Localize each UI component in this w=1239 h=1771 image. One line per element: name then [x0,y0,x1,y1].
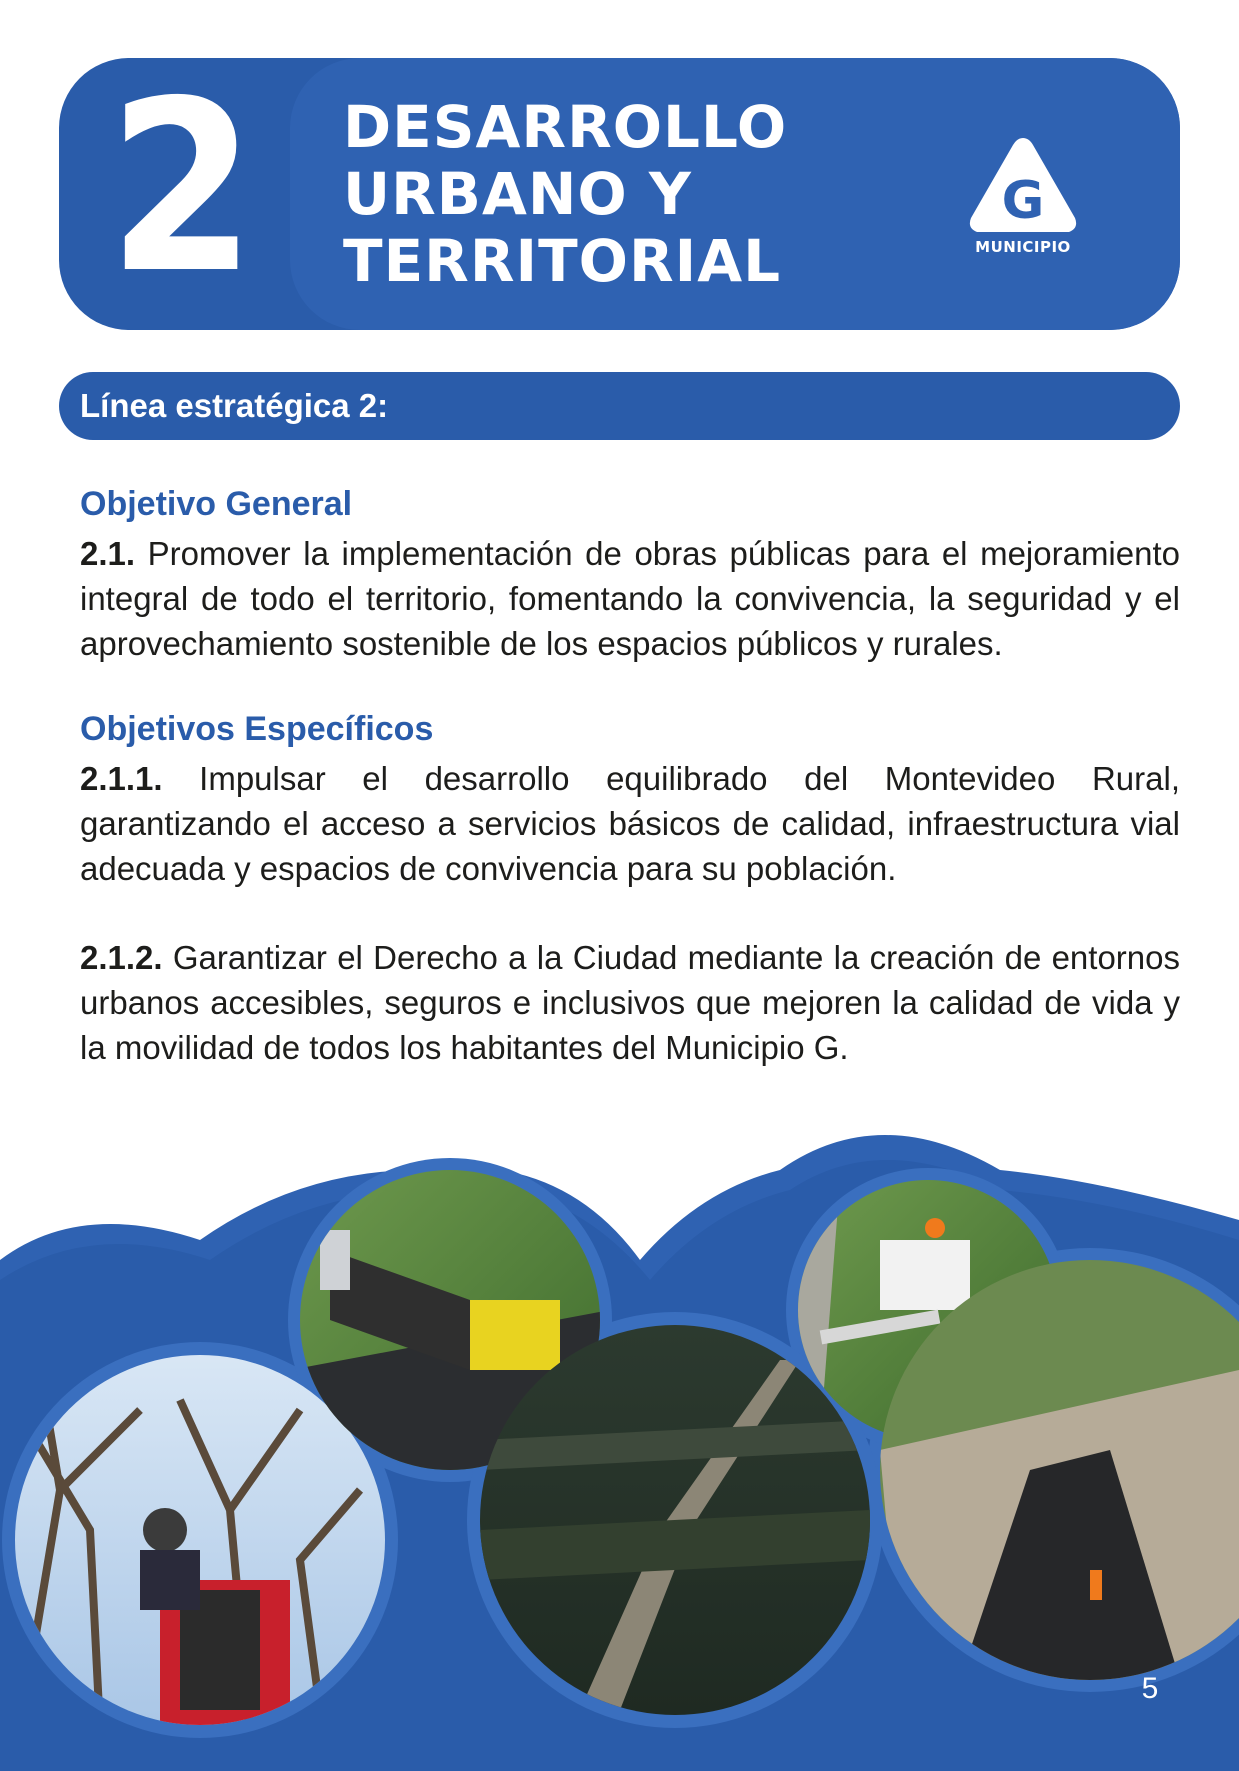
section-title-line: TERRITORIAL [343,227,782,295]
section-number: 2 [108,50,251,325]
logo-letter: G [1001,171,1045,231]
strategic-line-bar [59,372,1180,440]
page-number: 5 [1141,1672,1159,1705]
objective-number: 2.1.1. [80,760,163,797]
objective-number: 2.1. [80,535,136,572]
section-title-line: DESARROLLO [343,93,788,161]
general-objective-heading: Objetivo General [80,485,353,523]
night-road-photo [480,1325,870,1715]
objective-paragraph [80,756,1180,891]
objective-number: 2.1.2. [80,939,163,976]
photo-collage [0,1110,1239,1771]
objective-text: Garantizar el Derecho a la Ciudad mediante la creación de entornos urbanos accesibles, seguros e inclusivos que mejoren la calidad de vida y la movilidad de todos los habitantes del Municipio G. [80,939,1180,1066]
objective-text: Promover la implementación de obras públicas para el mejoramiento integral de todo el territorio, fomentando la convivencia, la seguridad y el aprovechamiento sostenible de los espacios públicos y rurales. [80,535,1180,662]
section-title-line: URBANO Y [343,160,692,228]
objective-text: Impulsar el desarrollo equilibrado del Montevideo Rural, garantizando el acceso a servicios básicos de calidad, infraestructura vial adecuada y espacios de convivencia para su población. [80,760,1180,887]
logo-label: MUNICIPIO [975,238,1071,256]
specific-objectives-heading: Objetivos Específicos [80,710,434,748]
objective-paragraph [80,935,1180,1070]
section-title [343,93,788,295]
objective-paragraph [80,531,1180,666]
strategic-line-label: Línea estratégica 2: [80,387,389,424]
